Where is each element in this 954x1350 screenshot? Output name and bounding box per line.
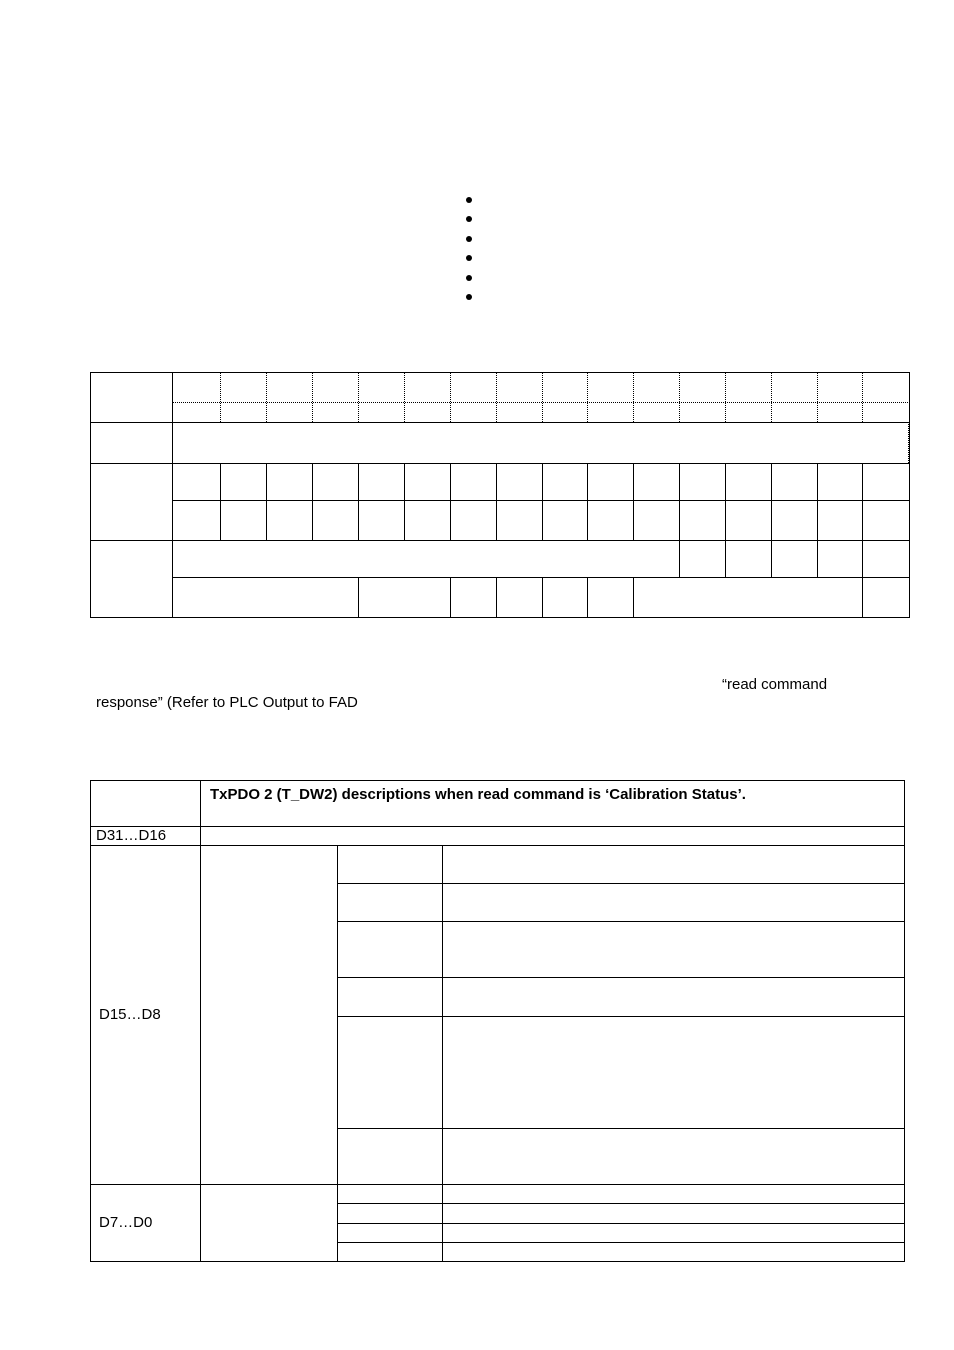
bullet-icon <box>466 236 472 242</box>
grid-line <box>358 372 359 422</box>
grid-line <box>817 372 818 422</box>
grid-line <box>633 577 634 618</box>
grid-line <box>404 463 405 540</box>
grid-line <box>450 463 451 540</box>
grid-line <box>266 463 267 540</box>
row-label-d31-d16: D31…D16 <box>96 827 167 844</box>
grid-line <box>587 577 588 618</box>
grid-line <box>542 372 543 422</box>
bullet-icon <box>466 275 472 281</box>
grid-line <box>496 372 497 422</box>
grid-line <box>404 372 405 422</box>
grid-line <box>862 540 863 577</box>
grid-line <box>862 577 863 618</box>
grid-line <box>725 540 726 577</box>
grid-line <box>358 577 359 618</box>
grid-line <box>312 463 313 540</box>
grid-line <box>587 463 588 540</box>
grid-line <box>771 540 772 577</box>
grid-line <box>450 372 451 422</box>
bullet-icon <box>466 216 472 222</box>
bullet-icon <box>466 255 472 261</box>
grid-line <box>633 372 634 422</box>
grid-line <box>542 577 543 618</box>
row-label-d7-d0: D7…D0 <box>99 1214 153 1231</box>
paragraph-line-1: “read command <box>722 676 828 693</box>
grid-line <box>817 463 818 540</box>
grid-line <box>679 372 680 422</box>
grid-line <box>725 372 726 422</box>
table-header: TxPDO 2 (T_DW2) descriptions when read command is ‘Calibration Status’. <box>210 786 746 803</box>
grid-line <box>587 372 588 422</box>
grid-line <box>220 463 221 540</box>
grid-line <box>542 463 543 540</box>
grid-line <box>771 372 772 422</box>
grid-line <box>862 372 863 422</box>
grid-line <box>679 463 680 540</box>
grid-line <box>771 463 772 540</box>
grid-line <box>679 540 680 577</box>
grid-line <box>725 463 726 540</box>
grid-line <box>220 372 221 422</box>
bullet-icon <box>466 294 472 300</box>
grid-line <box>450 577 451 618</box>
grid-line <box>817 540 818 577</box>
grid-line <box>266 372 267 422</box>
grid-line <box>358 463 359 540</box>
bullet-icon <box>466 197 472 203</box>
grid-line <box>312 372 313 422</box>
grid-line <box>496 463 497 540</box>
row-label-d15-d8: D15…D8 <box>99 1006 161 1023</box>
grid-line <box>633 463 634 540</box>
grid-line <box>862 463 863 540</box>
paragraph-line-2: response” (Refer to PLC Output to FAD <box>96 694 358 711</box>
grid-line <box>496 577 497 618</box>
